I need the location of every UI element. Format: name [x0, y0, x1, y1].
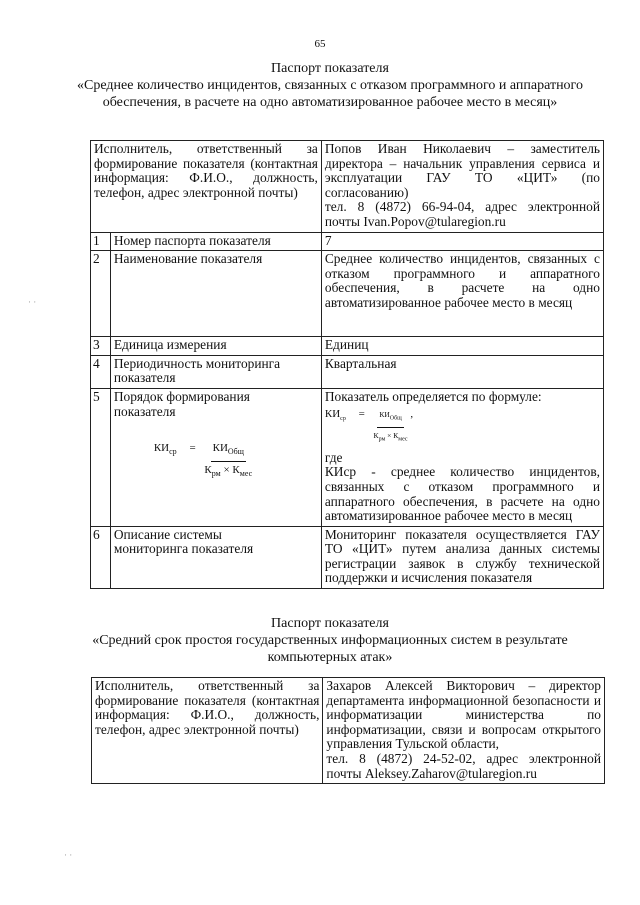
table-row	[91, 526, 604, 588]
row-value: Квартальная	[321, 355, 603, 388]
formula-numerator: $КИ_{Общ}$	[211, 441, 246, 462]
table-row	[91, 232, 604, 251]
passport2-executor-label: Исполнитель, ответственный за формирование показателя (контактная информация: Ф.И.О., должность, телефон, адрес электронной почты)	[92, 678, 323, 784]
passport2-executor-contact: тел. 8 (4872) 24-52-02, адрес электронной почты Aleksey.Zaharov@tularegion.ru	[326, 750, 601, 781]
passport2-table	[91, 677, 605, 784]
formula-description: КИ‍ср - среднее количество инцидентов, связанных с отказом программного и аппаратного обеспечения, в расчете на одно автоматизированное рабочее место в месяц	[324, 464, 600, 524]
passport1-table	[90, 140, 604, 589]
passport1-executor-name: Попов Иван Николаевич – заместитель директора – начальник управления сервиса и эксплуатации ГАУ ТО «ЦИТ» (по согласованию)	[324, 141, 600, 200]
passport2-executor-name: Захаров Алексей Викторович – директор департамента информационной безопасности и информатизации министерства по информатизации, связи и вопросам открытого управления Тульской области,	[326, 678, 601, 752]
row-value	[321, 388, 603, 526]
row-value: Мониторинг показателя осуществляется ГАУ ТО «ЦИТ» путем анализа данных системы регистрации заявок в службу технической поддержки и исчисления показателя	[321, 526, 603, 588]
table-row	[92, 678, 605, 784]
table-row	[91, 141, 604, 233]
passport1-executor-label: Исполнитель, ответственный за формирование показателя (контактная информация: Ф.И.О., должность, телефон, адрес электронной почты)	[91, 141, 322, 233]
scan-speck: · ·	[28, 297, 37, 307]
row-number: 5	[91, 388, 111, 526]
row-number: 2	[91, 251, 111, 337]
formula-lhs: $КИ_{ср}$	[153, 442, 177, 457]
passport2-heading: Паспорт показателя	[271, 616, 389, 631]
formula-right	[325, 407, 600, 447]
row-label: Периодичность мониторинга показателя	[110, 355, 321, 388]
passport1-heading: Паспорт показателя	[271, 61, 389, 76]
passport2-indicator-name: «Средний срок простоя государственных информационных систем в результате компьютерных атак»	[92, 633, 568, 665]
row-label: Номер паспорта показателя	[110, 232, 321, 251]
row-label-cell	[110, 526, 321, 588]
row-number: 6	[91, 526, 111, 588]
row-label: Единица измерения	[110, 337, 321, 356]
formula-numerator: $КИ_{Общ}$	[377, 408, 403, 428]
table-row	[91, 388, 604, 526]
row-value: Единиц	[321, 337, 603, 356]
row-value: 7	[321, 232, 603, 251]
formula-denominator: $К_{рм} \times К_{мес}$	[204, 463, 253, 479]
table-row	[91, 337, 604, 356]
row-number: 1	[91, 232, 111, 251]
table-row	[91, 355, 604, 388]
passport2-executor-value	[323, 678, 605, 784]
formula-fraction	[204, 441, 252, 482]
formula-where: где	[324, 449, 343, 465]
row-label-cell	[110, 388, 321, 526]
formula-comma: ,	[410, 407, 414, 420]
page-number: 65	[314, 38, 326, 50]
scan-speck: · ·	[64, 850, 73, 860]
formula-equals: =	[358, 407, 365, 420]
passport2-title	[60, 615, 600, 666]
passport1-executor-value	[321, 141, 603, 233]
row-label: Порядок формирования показателя	[113, 388, 250, 419]
passport1-indicator-name: «Среднее количество инцидентов, связанных с отказом программного и аппаратного обеспечения, в расчете на одно автоматизированное рабочее место в месяц»	[77, 78, 583, 110]
row-label: Наименование показателя	[110, 251, 321, 337]
formula-left	[154, 441, 318, 482]
formula-lhs: $КИ_{ср}$	[324, 407, 346, 422]
row-value: Среднее количество инцидентов, связанных с отказом программного и аппаратного обеспечения, в расчете на одно автоматизированное рабочее место в месяц	[321, 251, 603, 337]
formula-equals: =	[189, 442, 196, 455]
formula-denominator: $К_{рм} \times К_{мес}$	[373, 430, 408, 443]
formula-fraction	[374, 408, 408, 447]
passport1-executor-contact: тел. 8 (4872) 66-94-04, адрес электронной почты Ivan.Popov@tularegion.ru	[324, 199, 600, 229]
formula-intro: Показатель определяется по формуле:	[324, 388, 542, 404]
passport1-title	[60, 60, 600, 111]
table-row	[91, 251, 604, 337]
row-label: Описание системы мониторинга показателя	[113, 526, 254, 557]
row-number: 3	[91, 337, 111, 356]
row-number: 4	[91, 355, 111, 388]
